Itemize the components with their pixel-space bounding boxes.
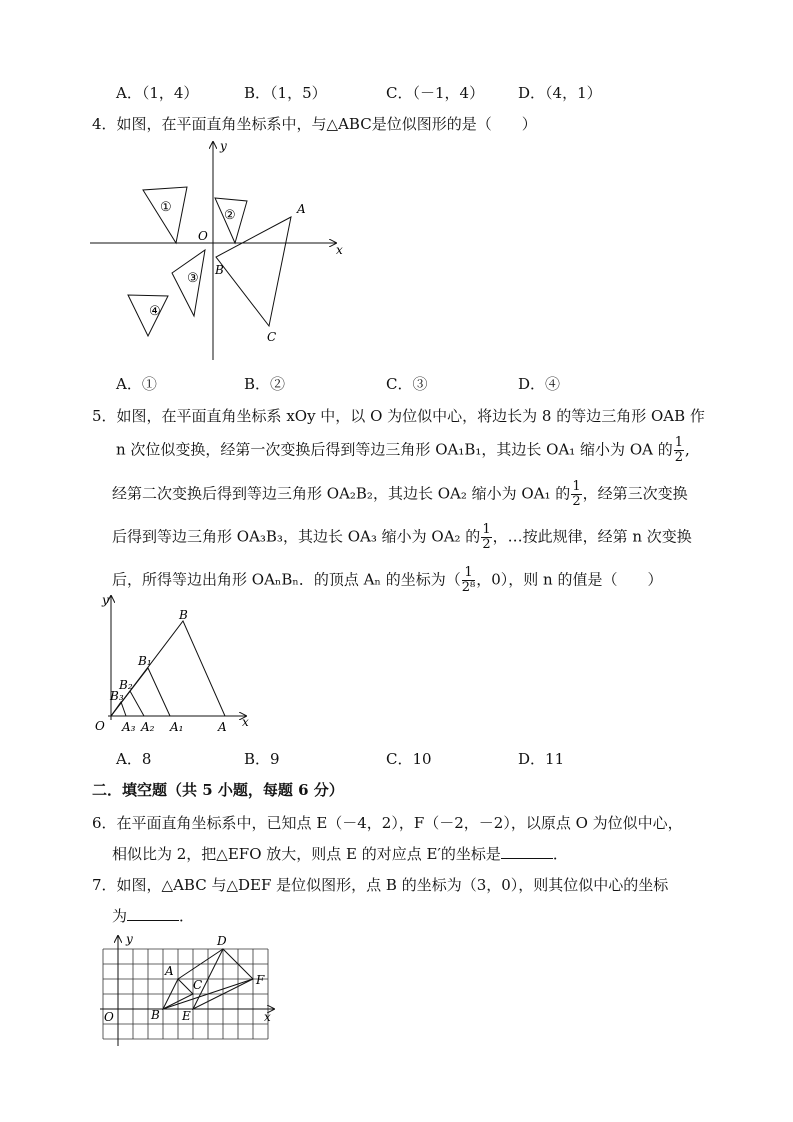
y-label: y (102, 593, 109, 607)
label-a: A (165, 964, 174, 978)
label-a3: A₃ (122, 720, 136, 734)
fraction-denominator: 2 (482, 537, 491, 552)
fraction-denominator: 2 (572, 494, 581, 509)
answer-blank[interactable] (501, 844, 553, 859)
fraction-numerator: 1 (674, 435, 684, 450)
q4-option-b: B．② (244, 375, 286, 393)
q5-line-4-text: 后得到等边三角形 OA₃B₃，其边长 OA₃ 缩小为 OA₂ 的 (112, 527, 481, 546)
grid (103, 949, 268, 1039)
label-a2: A₂ (141, 720, 155, 734)
q6-line-2 (112, 843, 568, 864)
label-4: ④ (149, 304, 161, 319)
q5-option-c: C．10 (386, 750, 432, 768)
triangle-1 (143, 187, 187, 243)
q5-line-5 (112, 566, 663, 595)
q4-stem: 4．如图，在平面直角坐标系中，与△ABC是位似图形的是（ ） (92, 115, 537, 133)
label-b1: B₁ (138, 654, 152, 668)
q4-option-c: C．③ (386, 375, 428, 393)
q5-line-3-text: 经第二次变换后得到等边三角形 OA₂B₂，其边长 OA₂ 缩小为 OA₁ 的 (112, 484, 571, 503)
q5-line-3 (112, 480, 688, 509)
q7-end: ． (179, 907, 195, 925)
fraction-numerator: 1 (572, 479, 581, 494)
q5-option-d: D．11 (518, 750, 565, 768)
x-label: x (242, 715, 249, 729)
label-b: B (179, 608, 188, 622)
x-label: x (336, 243, 343, 257)
q7-line-2-text: 为 (112, 907, 128, 925)
q4-option-d: D．④ (518, 375, 561, 393)
q3-option-c: C．（－1，4） (386, 84, 485, 102)
q5-line-3-tail: ，经第三次变换 (582, 484, 688, 503)
x-label: x (264, 1010, 271, 1024)
q5-line-5-text: 后，所得等边出角形 OAₙBₙ．的顶点 Aₙ 的坐标为（ (112, 570, 461, 589)
label-c: C (193, 978, 203, 992)
q5-line-4-tail: ，…按此规律，经第 n 次变换 (492, 527, 692, 546)
fraction-half (674, 436, 684, 465)
q5-line-1: 5．如图，在平面直角坐标系 xOy 中，以 O 为位似中心，将边长为 8 的等边三角形 OAB 作 (92, 407, 705, 425)
q6-line-1: 6．在平面直角坐标系中，已知点 E（－4，2），F（－2，－2），以原点 O 为位似中心， (92, 814, 683, 832)
q7-line-2 (112, 905, 194, 926)
q3-option-d: D．（4，1） (518, 84, 602, 102)
origin-label: O (198, 229, 208, 243)
q3-option-b: B．（1，5） (244, 84, 327, 102)
triangle-oab (111, 621, 225, 716)
label-c: C (267, 330, 277, 344)
fraction-half (481, 523, 491, 552)
fraction-numerator: 1 (482, 522, 491, 537)
q5-figure (90, 592, 260, 740)
label-a: A (218, 720, 227, 734)
y-label: y (126, 932, 133, 946)
label-f: F (256, 973, 265, 987)
fraction-denominator: 2 (674, 450, 684, 465)
q6-end: ． (552, 845, 568, 863)
label-d: D (217, 934, 227, 948)
label-b2: B₂ (119, 678, 133, 692)
q6-line-2-text: 相似比为 2，把△EFO 放大，则点 E 的对应点 E′的坐标是 (112, 845, 501, 863)
label-a1: A₁ (170, 720, 184, 734)
q5-line-2-text: n 次位似变换，经第一次变换后得到等边三角形 OA₁B₁，其边长 OA₁ 缩小为 OA 的 (116, 440, 673, 459)
q7-figure (96, 932, 282, 1050)
label-b: B (151, 1008, 160, 1022)
q7-line-1: 7．如图，△ABC 与△DEF 是位似图形，点 B 的坐标为（3，0），则其位似中心的坐标 (92, 876, 669, 894)
coordinate-numerator: 1 (462, 566, 475, 581)
q5-line-2: n 次位似变换，经第一次变换后得到等边三角形 OA₁B₁，其边长 OA₁ 缩小为 OA 的 $\frac{1}{2}$ , (116, 435, 690, 465)
fraction-half (571, 480, 581, 509)
label-e: E (182, 1009, 191, 1023)
label-3: ③ (187, 271, 199, 286)
q5-option-b: B．9 (244, 750, 280, 768)
q4-figure (86, 138, 348, 364)
origin-label: O (104, 1010, 114, 1024)
label-b3: B₃ (110, 689, 124, 703)
label-2: ② (224, 208, 236, 223)
q5-line-4 (112, 523, 692, 552)
triangle-abc (216, 217, 291, 326)
q4-option-a: A．① (116, 375, 157, 393)
label-a: A (297, 202, 306, 216)
q5-line-5-tail: ，0），则 n 的值是（ ） (476, 570, 663, 589)
coordinate-denominator: 2⁸ (461, 580, 476, 595)
label-b: B (215, 263, 224, 277)
q3-option-a: A．（1，4） (116, 84, 199, 102)
y-label: y (220, 139, 227, 153)
section-heading: 二．填空题（共 5 小题，每题 6 分） (92, 781, 344, 799)
q5-option-a: A．8 (116, 750, 152, 768)
triangle-4 (128, 295, 168, 336)
label-1: ① (160, 200, 172, 215)
origin-label: O (95, 719, 105, 733)
answer-blank[interactable] (127, 906, 179, 921)
fraction-coordinate (462, 566, 475, 595)
